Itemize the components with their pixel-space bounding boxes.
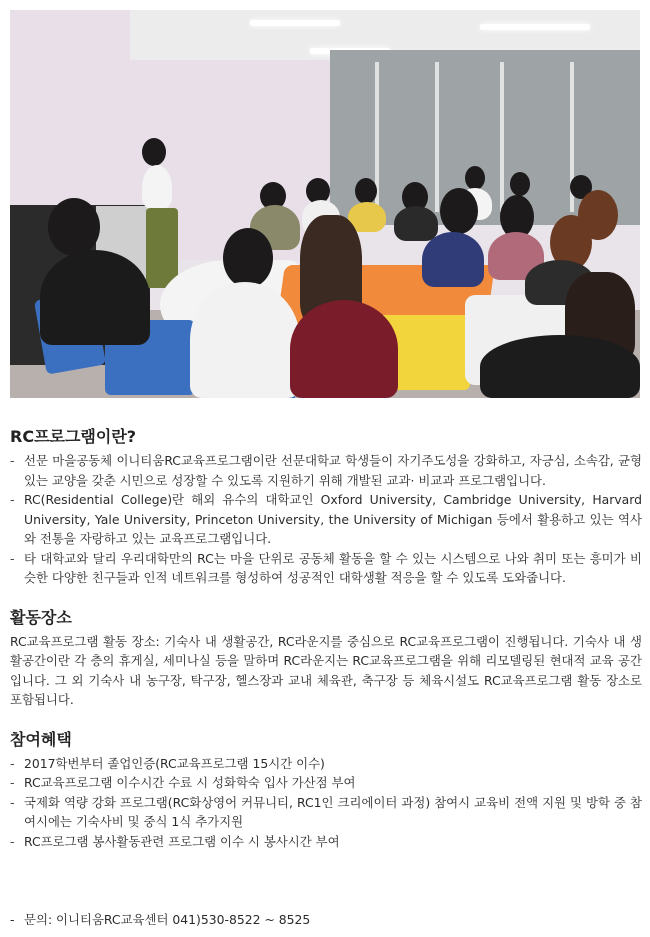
student-head xyxy=(48,198,100,256)
list-item: - 타 대학교와 달리 우리대학만의 RC는 마을 단위로 공동체 활동을 할 수 있는 시스템으로 나와 취미 또는 흥미가 비슷한 다양한 친구들과 인적 네트워크를 형성하여 성공적인 대학생활 적응을 할 수 있도록 도와줍니다. xyxy=(10,549,642,588)
section-title: 활동장소 xyxy=(10,607,72,627)
student xyxy=(394,206,438,241)
section-paragraph: RC교육프로그램 활동 장소: 기숙사 내 생활공간, RC라운지를 중심으로 RC교육프로그램이 진행됩니다. 기숙사 내 생활공간이란 각 층의 휴게실, 세미나실 등을 말하며 RC라운지는 RC교육프로그램을 위해 리모델링된 현대적 교육 공간입니다. 그 외 기숙사 내 농구장, 탁구장, 헬스장과 교내 체육관, 축구장 등 체육시설도 RC교육프로그램 활동 장소로 포함됩니다. xyxy=(10,633,642,707)
contact-info: - 문의: 이니티움RC교육센터 041)530-8522 ~ 8525 xyxy=(10,911,650,929)
section-list xyxy=(10,754,642,852)
content xyxy=(10,426,642,851)
section-activity-place xyxy=(10,607,642,710)
ceiling-light xyxy=(480,24,590,30)
student xyxy=(480,335,640,398)
presenter-shirt xyxy=(142,165,172,210)
list-item: - RC프로그램 봉사활동관련 프로그램 이수 시 봉사시간 부여 xyxy=(10,832,642,852)
student-head xyxy=(440,188,478,234)
list-item: - 선문 마을공동체 이니티움RC교육프로그램이란 선문대학교 학생들이 자기주도성을 강화하고, 자긍심, 소속감, 균형있는 교양을 갖춘 시민으로 성장할 수 있도록 지원하기 위해 개발된 교과· 비교과 프로그램입니다. xyxy=(10,451,642,490)
ceiling-light xyxy=(250,20,340,26)
section-title: RC프로그램이란? xyxy=(10,427,137,446)
student-head xyxy=(465,166,485,190)
list-item: - RC(Residential College)란 해외 유수의 대학교인 Oxford University, Cambridge University, Harvard University, Yale University, Princeton University, the University of Michigan 등에서 활용하고 있는 역사와 전통을 자랑하고 있는 교육프로그램입니다. xyxy=(10,490,642,549)
window-pane xyxy=(435,62,439,212)
list-item: - 국제화 역량 강화 프로그램(RC화상영어 커뮤니티, RC1인 크리에이터 과정) 참여시 교육비 전액 지원 및 방학 중 참여시에는 기숙사비 및 중식 1식 추가지원 xyxy=(10,793,642,832)
student xyxy=(40,250,150,345)
window-pane xyxy=(500,62,504,212)
section-title: 참여혜택 xyxy=(10,729,72,749)
presenter-head xyxy=(142,138,166,166)
section-benefits xyxy=(10,729,642,852)
student xyxy=(422,232,484,287)
section-rc-program xyxy=(10,426,642,588)
student-head xyxy=(510,172,530,196)
presenter-skirt xyxy=(146,208,178,288)
student xyxy=(290,300,398,398)
student-head xyxy=(223,228,273,288)
student-head xyxy=(355,178,377,204)
student-head xyxy=(578,190,618,240)
list-item: - RC교육프로그램 이수시간 수료 시 성화학숙 입사 가산점 부여 xyxy=(10,773,642,793)
classroom-photo xyxy=(10,10,640,398)
section-list xyxy=(10,451,642,588)
student xyxy=(190,282,300,398)
list-item: - 2017학번부터 졸업인증(RC교육프로그램 15시간 이수) xyxy=(10,754,642,774)
